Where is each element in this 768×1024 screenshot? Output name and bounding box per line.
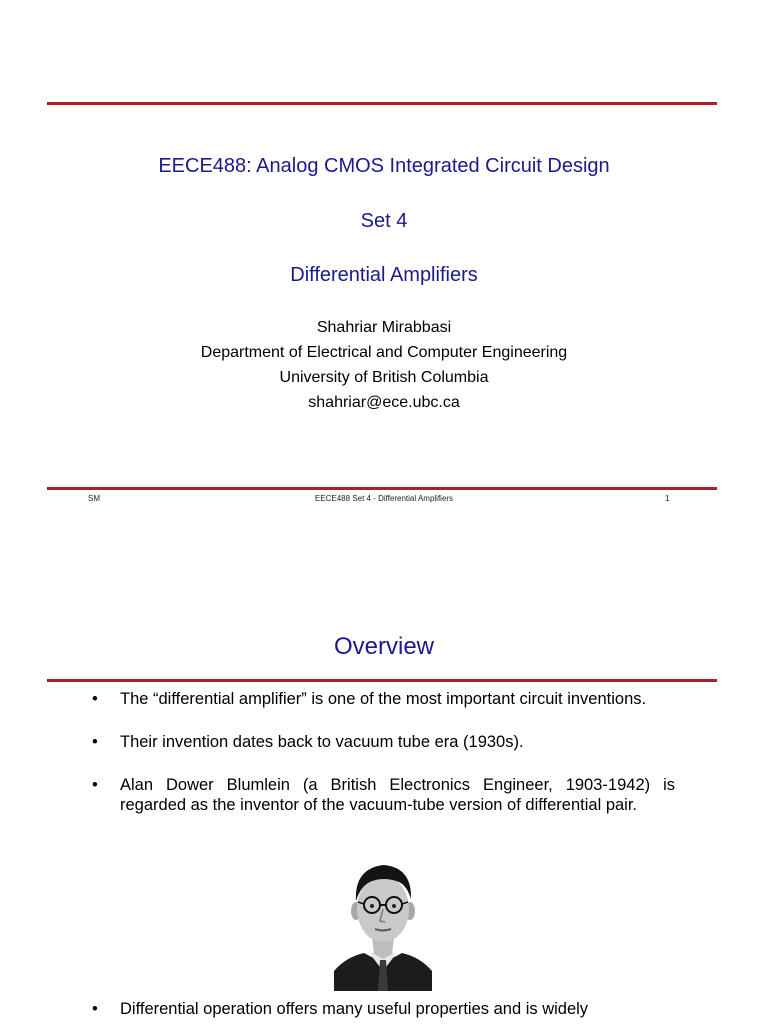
footer-initials: SM [88,494,100,503]
bullet-marker: • [92,733,98,751]
bullet-marker: • [92,1000,98,1018]
bullet-text: Their invention dates back to vacuum tube era (1930s). [120,733,524,751]
university: University of British Columbia [279,369,489,386]
bullet-list [90,689,675,815]
bullet-text: The “differential amplifier” is one of the most important circuit inventions. [120,690,647,708]
topic-title: Differential Amplifiers [290,264,478,286]
bullet-marker: • [92,776,98,794]
portrait-illustration [334,859,432,991]
bullet-marker: • [92,690,98,708]
footer-title: EECE488 Set 4 - Differential Amplifiers [314,494,454,503]
bullet-text: Alan Dower Blumlein (a British Electronics Engineer, 1903-1942) is regarded as the inventor of the vacuum-tube version of differential pair. [120,776,675,814]
list-item [90,775,675,815]
department: Department of Electrical and Computer Engineering [200,344,568,361]
bullet-list-continued [90,999,675,1019]
top-divider [47,102,717,105]
list-item [90,999,675,1019]
portrait-photo [334,859,432,991]
course-title: EECE488: Analog CMOS Integrated Circuit Design [158,155,610,177]
list-item [90,732,675,752]
author-email: shahriar@ece.ubc.ca [308,394,460,411]
bullet-text: Differential operation offers many useful properties and is widely [120,1000,589,1018]
list-item [90,689,675,709]
overview-title: Overview [333,633,435,660]
set-label: Set 4 [360,210,408,232]
footer-page-number: 1 [665,494,670,503]
footer-divider [47,487,717,490]
overview-divider [47,679,717,682]
author-name: Shahriar Mirabbasi [316,319,452,336]
